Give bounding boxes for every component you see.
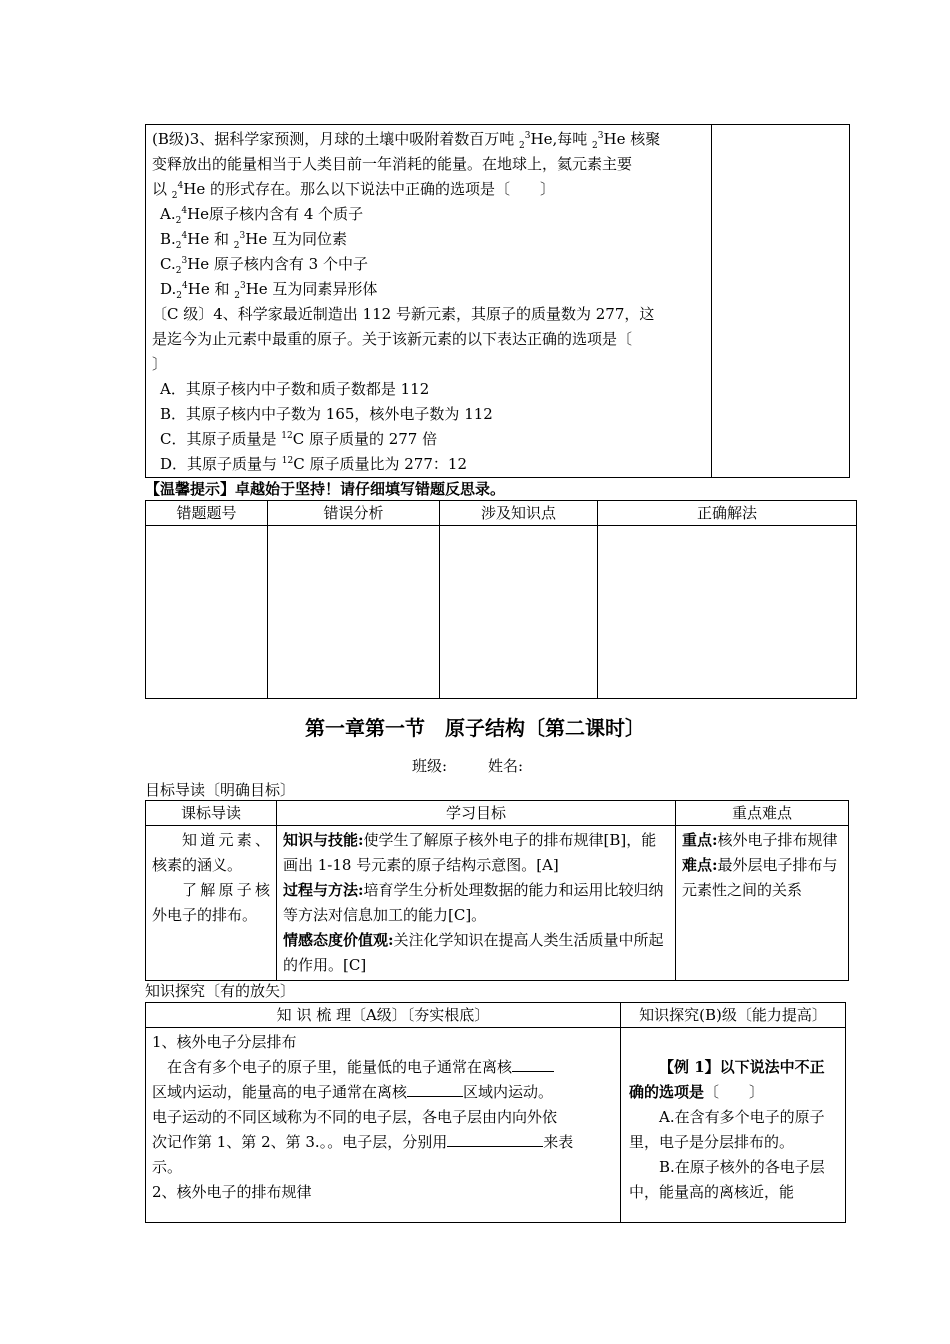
- header-knowledge-point: 涉及知识点: [440, 501, 598, 526]
- q3-option-b: $B._2^4He$ 和 $_2^3$He 互为同位素: [160, 230, 347, 251]
- difficult-point: 难点:最外层电子排布与元素性之间的关系: [682, 856, 838, 899]
- blank-far[interactable]: [407, 1080, 463, 1097]
- header-key-difficult: 重点难点: [676, 801, 849, 826]
- cell-error-number[interactable]: [146, 526, 268, 699]
- q4-option-a: A．其原子核内中子数和质子数都是 112: [160, 380, 430, 398]
- answer-cell[interactable]: [712, 125, 850, 478]
- q3-option-d: $D._2^4He$ 和 $_2^3$He 互为同素异形体: [160, 280, 378, 301]
- cell-correct-solution[interactable]: [598, 526, 857, 699]
- example-1-option-b: B.在原子核外的各电子层中，能量高的离核近，能: [629, 1158, 825, 1201]
- header-knowledge-explore: 知识探究(B)级〔能力提高〕: [621, 1003, 846, 1028]
- key-point: 重点:核外电子排布规律: [682, 831, 838, 849]
- header-error-analysis: 错误分析: [268, 501, 440, 526]
- knowledge-review-cell: [146, 1028, 621, 1223]
- q4-line3: 〕: [152, 355, 168, 373]
- section-2-title: 2、核外电子的排布规律: [152, 1183, 312, 1201]
- q4-option-d: D．其原子质量与 $^{12}$C 原子质量比为 277：12: [160, 455, 467, 473]
- class-label: 班级:: [412, 757, 448, 775]
- knowledge-explore-cell: [621, 1028, 846, 1223]
- header-objectives: 学习目标: [277, 801, 676, 826]
- header-knowledge-review: 知 识 梳 理〔A级〕〔夯实根底〕: [146, 1003, 621, 1028]
- blank-near[interactable]: [512, 1055, 554, 1072]
- section-1-line-4: 次记作第 1、第 2、第 3.。。电子层，分别用 来表: [152, 1130, 614, 1155]
- example-1-title: 【例 1】以下说法中不正确的选项是〔 〕: [629, 1058, 825, 1101]
- section-1-title: 1、核外电子分层排布: [152, 1033, 297, 1051]
- curriculum-point-2: 了解原子核外电子的排布。: [152, 881, 270, 924]
- tip-text: 【温馨提示】卓越始于坚持！请仔细填写错题反思录。: [145, 480, 506, 498]
- header-curriculum: 课标导读: [146, 801, 277, 826]
- q3-line1: (B级)3、据科学家预测，月球的土壤中吸附着数百万吨 $_2^3$He,每吨 $_2^3$He 核聚: [152, 130, 661, 151]
- q3-line3: 以 $_2^4$He 的形式存在。那么以下说法中正确的选项是〔 〕: [152, 180, 555, 201]
- q3-option-a: $A._2^4He$原子核内含有 4 个质子: [160, 205, 364, 226]
- key-difficult-cell: [676, 826, 849, 981]
- goal-table: [145, 800, 849, 981]
- explore-table: [145, 1002, 846, 1223]
- q4-line1: 〔C 级〕4、科学家最近制造出 112 号新元素，其原子的质量数为 277，这: [152, 305, 655, 323]
- section-1-line-2: 区域内运动，能量高的电子通常在离核 区域内运动。: [152, 1080, 614, 1105]
- cell-knowledge-point[interactable]: [440, 526, 598, 699]
- explore-section-label: 知识探究〔有的放矢〕: [145, 982, 296, 1000]
- question-cell: [146, 125, 712, 478]
- q4-line2: 是迄今为止元素中最重的原子。关于该新元素的以下表达正确的选项是〔: [152, 330, 633, 348]
- q4-option-c: C．其原子质量是 $^{12}$C 原子质量的 277 倍: [160, 430, 438, 448]
- blank-shell-letters[interactable]: [447, 1130, 543, 1147]
- objective-knowledge: 知识与技能:使学生了解原子核外电子的排布规律[B]，能画出 1-18 号元素的原子结构示意图。[A]: [283, 831, 657, 874]
- question-table: [145, 124, 850, 478]
- section-1-line-1: 在含有多个电子的原子里，能量低的电子通常在离核: [152, 1055, 614, 1080]
- curriculum-cell: [146, 826, 277, 981]
- objectives-cell: [277, 826, 676, 981]
- name-label: 姓名:: [488, 757, 524, 775]
- objective-emotion: 情感态度价值观:关注化学知识在提高人类生活质量中所起的作用。[C]: [283, 931, 664, 974]
- header-correct-solution: 正确解法: [598, 501, 857, 526]
- goal-section-label: 目标导读〔明确目标〕: [145, 781, 296, 799]
- page-title: 第一章第一节 原子结构〔第二课时〕: [305, 716, 645, 740]
- q3-option-c: $C._2^3He$ 原子核内含有 3 个中子: [160, 255, 368, 276]
- example-1-option-a: A.在含有多个电子的原子里，电子是分层排布的。: [629, 1108, 825, 1151]
- curriculum-point-1: 知道元素、核素的涵义。: [152, 831, 270, 874]
- section-1-line-5: 示。: [152, 1158, 183, 1176]
- header-error-number: 错题题号: [146, 501, 268, 526]
- objective-process: 过程与方法:培育学生分析处理数据的能力和运用比较归纳等方法对信息加工的能力[C]。: [283, 881, 664, 924]
- q4-option-b: B．其原子核内中子数为 165，核外电子数为 112: [160, 405, 493, 423]
- q3-line2: 变释放出的能量相当于人类目前一年消耗的能量。在地球上，氦元素主要: [152, 155, 633, 173]
- error-reflection-table: [145, 500, 857, 699]
- cell-error-analysis[interactable]: [268, 526, 440, 699]
- section-1-line-3: 电子运动的不同区域称为不同的电子层，各电子层由内向外依: [152, 1108, 558, 1126]
